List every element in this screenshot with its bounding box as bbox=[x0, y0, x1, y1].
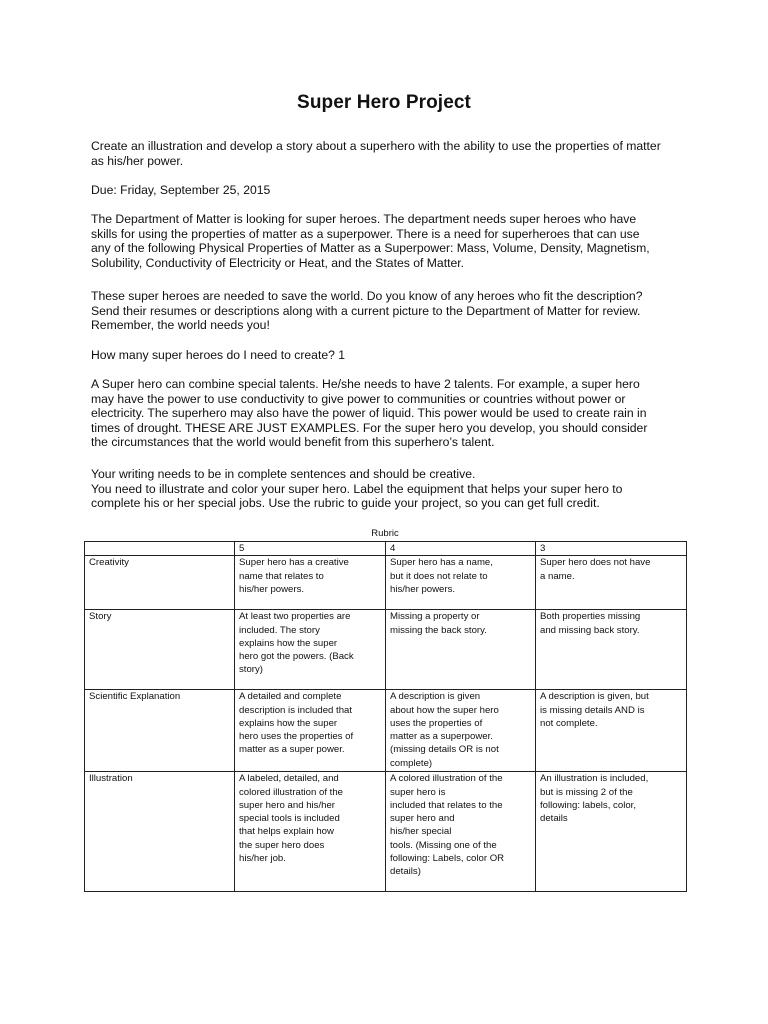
rubric-cell bbox=[536, 556, 687, 610]
rubric-cell bbox=[386, 772, 536, 892]
rubric-cell bbox=[536, 690, 687, 772]
cell-line: his/her powers. bbox=[390, 583, 456, 595]
cell-line: An illustration is included, bbox=[540, 773, 649, 785]
rubric-header-cell: 5 bbox=[235, 542, 386, 556]
talents-line: the circumstances that the world would benefit from this superhero’s talent. bbox=[91, 435, 495, 450]
talents-line: may have the power to use conductivity to give power to communities or countries without power or bbox=[91, 391, 626, 406]
criterion-text: Story bbox=[89, 611, 112, 623]
rubric-table bbox=[84, 541, 687, 892]
rubric-row-creativity bbox=[85, 556, 687, 610]
rubric-cell bbox=[386, 556, 536, 610]
cell-line: is missing details AND is bbox=[540, 704, 645, 716]
rubric-cell bbox=[536, 772, 687, 892]
cell-line: included. The story bbox=[239, 624, 320, 636]
department-line: skills for using the properties of matter as a superpower. There is a need for superheroes that can use bbox=[91, 226, 640, 241]
criterion-text: Scientific Explanation bbox=[89, 691, 181, 703]
cell-line: Super hero has a name, bbox=[390, 557, 493, 569]
cell-line: Missing a property or bbox=[390, 611, 480, 623]
rubric-header-cell: 3 bbox=[536, 542, 687, 556]
cell-line: his/her job. bbox=[239, 853, 286, 865]
rubric-cell bbox=[235, 610, 386, 690]
cell-line: explains how the super bbox=[239, 717, 338, 729]
cell-line: hero got the powers. (Back bbox=[239, 651, 354, 663]
cell-line: uses the properties of bbox=[390, 717, 483, 729]
rubric-criterion bbox=[85, 772, 235, 892]
talents-line: electricity. The superhero may also have the power of liquid. This power would be used to create rain in bbox=[91, 406, 647, 421]
writing-line: You need to illustrate and color your super hero. Label the equipment that helps your super hero to bbox=[91, 481, 623, 496]
cell-line: details bbox=[540, 813, 568, 825]
rubric-criterion bbox=[85, 556, 235, 610]
talents-paragraph bbox=[91, 377, 691, 450]
department-line: The Department of Matter is looking for super heroes. The department needs super heroes who have bbox=[91, 212, 637, 226]
cell-line: included that relates to the bbox=[390, 799, 503, 811]
cell-line: about how the super hero bbox=[390, 704, 499, 716]
rubric-cell bbox=[386, 610, 536, 690]
rubric-cell bbox=[235, 556, 386, 610]
rubric-row-illustration bbox=[85, 772, 687, 892]
save-world-paragraph bbox=[91, 289, 691, 333]
writing-line: complete his or her special jobs. Use the rubric to guide your project, so you can get full credit. bbox=[91, 496, 600, 511]
page-title: Super Hero Project bbox=[297, 92, 471, 113]
cell-line: not complete. bbox=[540, 717, 598, 729]
cell-line: tools. (Missing one of the bbox=[390, 839, 497, 851]
cell-line: special tools is included bbox=[239, 813, 340, 825]
writing-paragraph bbox=[91, 467, 691, 511]
cell-line: A description is given bbox=[390, 691, 481, 703]
cell-line: super hero is bbox=[390, 786, 446, 798]
how-many-question bbox=[91, 348, 691, 363]
cell-line: complete) bbox=[390, 757, 433, 769]
rubric-cell bbox=[386, 690, 536, 772]
cell-line: his/her special bbox=[390, 826, 452, 838]
cell-line: a name. bbox=[540, 570, 575, 582]
cell-line: A description is given, but bbox=[540, 691, 649, 703]
cell-line: name that relates to bbox=[239, 570, 324, 582]
cell-line: hero uses the properties of bbox=[239, 731, 354, 743]
due-line: Due: Friday, September 25, 2015 bbox=[91, 183, 271, 197]
cell-line: Super hero does not have bbox=[540, 557, 651, 569]
rubric-cell bbox=[235, 690, 386, 772]
cell-line: A colored illustration of the bbox=[390, 773, 503, 785]
cell-line: description is included that bbox=[239, 704, 353, 716]
cell-line: that helps explain how bbox=[239, 826, 334, 838]
intro-paragraph bbox=[91, 139, 691, 168]
talents-line: times of drought. THESE ARE JUST EXAMPLES. For the super hero you develop, you should consider bbox=[91, 420, 648, 435]
cell-line: his/her powers. bbox=[239, 583, 305, 595]
department-paragraph bbox=[91, 212, 691, 270]
cell-line: Super hero has a creative bbox=[239, 557, 349, 569]
intro-line: as his/her power. bbox=[91, 153, 184, 168]
rubric-header-cell: 4 bbox=[386, 542, 536, 556]
cell-line: super hero and his/her bbox=[239, 799, 335, 811]
cell-line: super hero and bbox=[390, 813, 455, 825]
cell-line: matter as a super power. bbox=[239, 744, 345, 756]
cell-line: but it does not relate to bbox=[390, 570, 488, 582]
cell-line: At least two properties are bbox=[239, 611, 351, 623]
rubric-caption: Rubric bbox=[371, 528, 399, 539]
criterion-text: Illustration bbox=[89, 773, 133, 785]
cell-line: missing the back story. bbox=[390, 624, 487, 636]
rubric-criterion bbox=[85, 610, 235, 690]
cell-line: following: Labels, color OR bbox=[390, 853, 505, 865]
cell-line: A labeled, detailed, and bbox=[239, 773, 339, 785]
cell-line: following: labels, color, bbox=[540, 799, 636, 811]
rubric-cell bbox=[536, 610, 687, 690]
department-line: Solubility, Conductivity of Electricity or Heat, and the States of Matter. bbox=[91, 255, 465, 270]
cell-line: (missing details OR is not bbox=[390, 744, 499, 756]
cell-line: story) bbox=[239, 664, 263, 676]
cell-line: the super hero does bbox=[239, 839, 325, 851]
due-date bbox=[91, 183, 691, 198]
intro-line: Create an illustration and develop a story about a superhero with the ability to use the properties of matter bbox=[91, 139, 661, 153]
writing-line: Your writing needs to be in complete sentences and should be creative. bbox=[91, 467, 476, 481]
cell-line: details) bbox=[390, 866, 421, 878]
save-world-line: These super heroes are needed to save the world. Do you know of any heroes who fit the description? bbox=[91, 289, 643, 303]
how-many-line: How many super heroes do I need to create? 1 bbox=[91, 348, 346, 362]
cell-line: A detailed and complete bbox=[239, 691, 342, 703]
rubric-criterion bbox=[85, 690, 235, 772]
cell-line: colored illustration of the bbox=[239, 786, 343, 798]
rubric-row-story bbox=[85, 610, 687, 690]
criterion-text: Creativity bbox=[89, 557, 129, 569]
rubric-header-row bbox=[85, 542, 687, 556]
department-line: any of the following Physical Properties of Matter as a Superpower: Mass, Volume, Density, Magnetism, bbox=[91, 241, 650, 256]
cell-line: explains how the super bbox=[239, 637, 338, 649]
rubric-cell bbox=[235, 772, 386, 892]
rubric-row-scientific-explanation bbox=[85, 690, 687, 772]
rubric-header-cell bbox=[85, 542, 235, 556]
save-world-line: Send their resumes or descriptions along with a current picture to the Department of Matter for review. bbox=[91, 303, 641, 318]
cell-line: but is missing 2 of the bbox=[540, 786, 633, 798]
save-world-line: Remember, the world needs you! bbox=[91, 318, 270, 333]
cell-line: matter as a superpower. bbox=[390, 731, 493, 743]
cell-line: and missing back story. bbox=[540, 624, 640, 636]
talents-line: A Super hero can combine special talents. He/she needs to have 2 talents. For example, a super hero bbox=[91, 377, 640, 391]
cell-line: Both properties missing bbox=[540, 611, 641, 623]
